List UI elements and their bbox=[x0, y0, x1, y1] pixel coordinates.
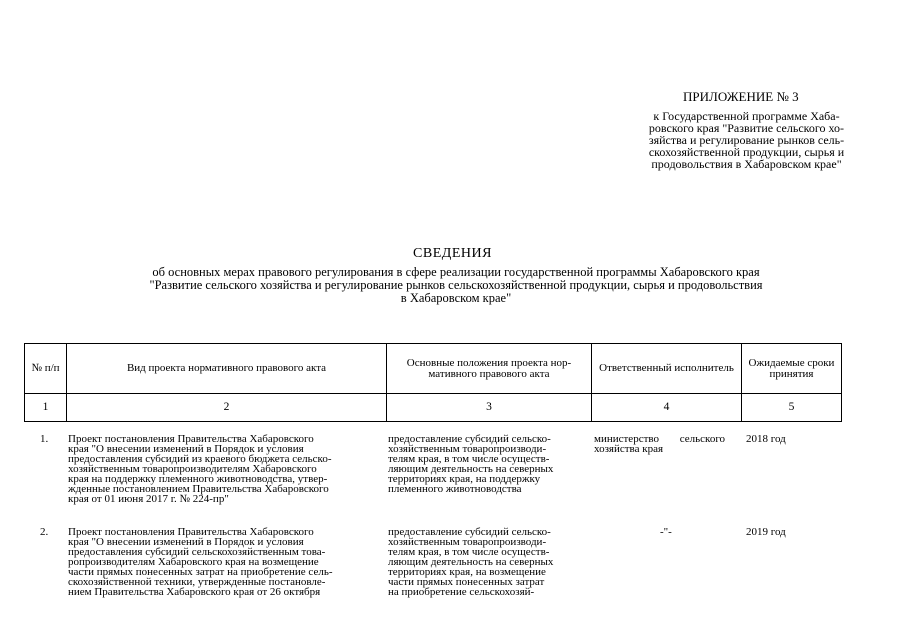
subtitle-line: в Хабаровском крае" bbox=[400, 291, 512, 305]
text-line: части прямых понесенных затрат bbox=[388, 576, 545, 588]
appendix-line: скохозяйственной продукции, сырья и bbox=[648, 145, 845, 159]
text-line: жденные постановлением Правительства Хабаровского bbox=[68, 483, 329, 495]
document-title: СВЕДЕНИЯ bbox=[413, 246, 492, 261]
subtitle-line: "Развитие сельского хозяйства и регулирование рынков сельскохозяйственной продукции, сырья и продовольствия bbox=[149, 278, 763, 292]
text-line: края "О внесении изменений в Порядок и условия bbox=[68, 443, 304, 455]
text-line: хозяйственным товаропроизводителям Хабаровского bbox=[68, 463, 317, 475]
text-line: телям края, в том числе осуществ- bbox=[388, 546, 550, 558]
document-subtitle bbox=[70, 266, 842, 305]
column-number: 3 bbox=[387, 394, 592, 422]
row-provisions bbox=[388, 434, 588, 494]
text-line: Проект постановления Правительства Хабаровского bbox=[68, 526, 314, 538]
header-term: Ожидаемые сроки принятия bbox=[742, 344, 842, 394]
text-line: края от 01 июня 2017 г. № 224-пр" bbox=[68, 493, 229, 505]
row-executor: -"- bbox=[660, 526, 672, 538]
row-term: 2018 год bbox=[746, 433, 786, 445]
text-line: скохозяйственной техники, утвержденные постановле- bbox=[68, 576, 326, 588]
column-number: 5 bbox=[742, 394, 842, 422]
header-number: № п/п bbox=[25, 344, 67, 394]
text-line: хозяйственным товаропроизводи- bbox=[388, 536, 547, 548]
subtitle-line: об основных мерах правового регулирования в сфере реализации государственной программы Хабаровского края bbox=[152, 265, 760, 279]
text-line: хозяйства края bbox=[594, 443, 664, 455]
text-line: ропроизводителям Хабаровского края на возмещение bbox=[68, 556, 319, 568]
column-number: 4 bbox=[592, 394, 742, 422]
row-number: 1. bbox=[40, 433, 49, 445]
text-line: ляющим деятельность на северных bbox=[388, 463, 554, 475]
appendix-text bbox=[618, 110, 875, 170]
text-line: на приобретение сельскохозяй- bbox=[388, 586, 535, 598]
appendix-line: ровского края "Развитие сельского хо- bbox=[648, 121, 845, 135]
text-line: предоставление субсидий сельско- bbox=[388, 526, 551, 538]
text-line: хозяйственным товаропроизводи- bbox=[388, 443, 547, 455]
text-line: телям края, в том числе осуществ- bbox=[388, 453, 550, 465]
column-number: 2 bbox=[67, 394, 387, 422]
text-line: предоставление субсидий сельско- bbox=[388, 433, 551, 445]
text-line: части прямых понесенных затрат на приобретение сель- bbox=[68, 566, 333, 578]
text-line: ляющим деятельность на северных bbox=[388, 556, 554, 568]
header-provisions: Основные положения проекта нор- мативного правового акта bbox=[387, 344, 592, 394]
text-line: министерство сельского bbox=[594, 433, 726, 445]
appendix-line: продовольствия в Хабаровском крае" bbox=[651, 157, 842, 171]
row-term: 2019 год bbox=[746, 526, 786, 538]
row-act-type bbox=[68, 434, 382, 504]
appendix-line: к Государственной программе Хаба- bbox=[653, 109, 840, 123]
table-header bbox=[24, 343, 842, 422]
row-executor bbox=[594, 434, 740, 454]
row-act-type bbox=[68, 527, 382, 597]
header-act-type: Вид проекта нормативного правового акта bbox=[67, 344, 387, 394]
row-provisions bbox=[388, 527, 588, 597]
appendix-line: зяйства и регулирование рынков сель- bbox=[648, 133, 845, 147]
row-number: 2. bbox=[40, 526, 49, 538]
text-line: Проект постановления Правительства Хабаровского bbox=[68, 433, 314, 445]
appendix-title: ПРИЛОЖЕНИЕ № 3 bbox=[683, 89, 799, 104]
text-line: предоставления субсидий из краевого бюджета сельско- bbox=[68, 453, 332, 465]
column-number: 1 bbox=[25, 394, 67, 422]
text-line: края на поддержку племенного животноводства, утвер- bbox=[68, 473, 328, 485]
text-line: нием Правительства Хабаровского края от 26 октября bbox=[68, 586, 321, 598]
header-executor: Ответственный исполнитель bbox=[592, 344, 742, 394]
text-line: края "О внесении изменений в Порядок и условия bbox=[68, 536, 304, 548]
text-line: племенного животноводства bbox=[388, 483, 522, 495]
text-line: территориях края, на поддержку bbox=[388, 473, 541, 485]
text-line: территориях края, на возмещение bbox=[388, 566, 546, 578]
text-line: предоставления субсидий сельскохозяйственным това- bbox=[68, 546, 326, 558]
